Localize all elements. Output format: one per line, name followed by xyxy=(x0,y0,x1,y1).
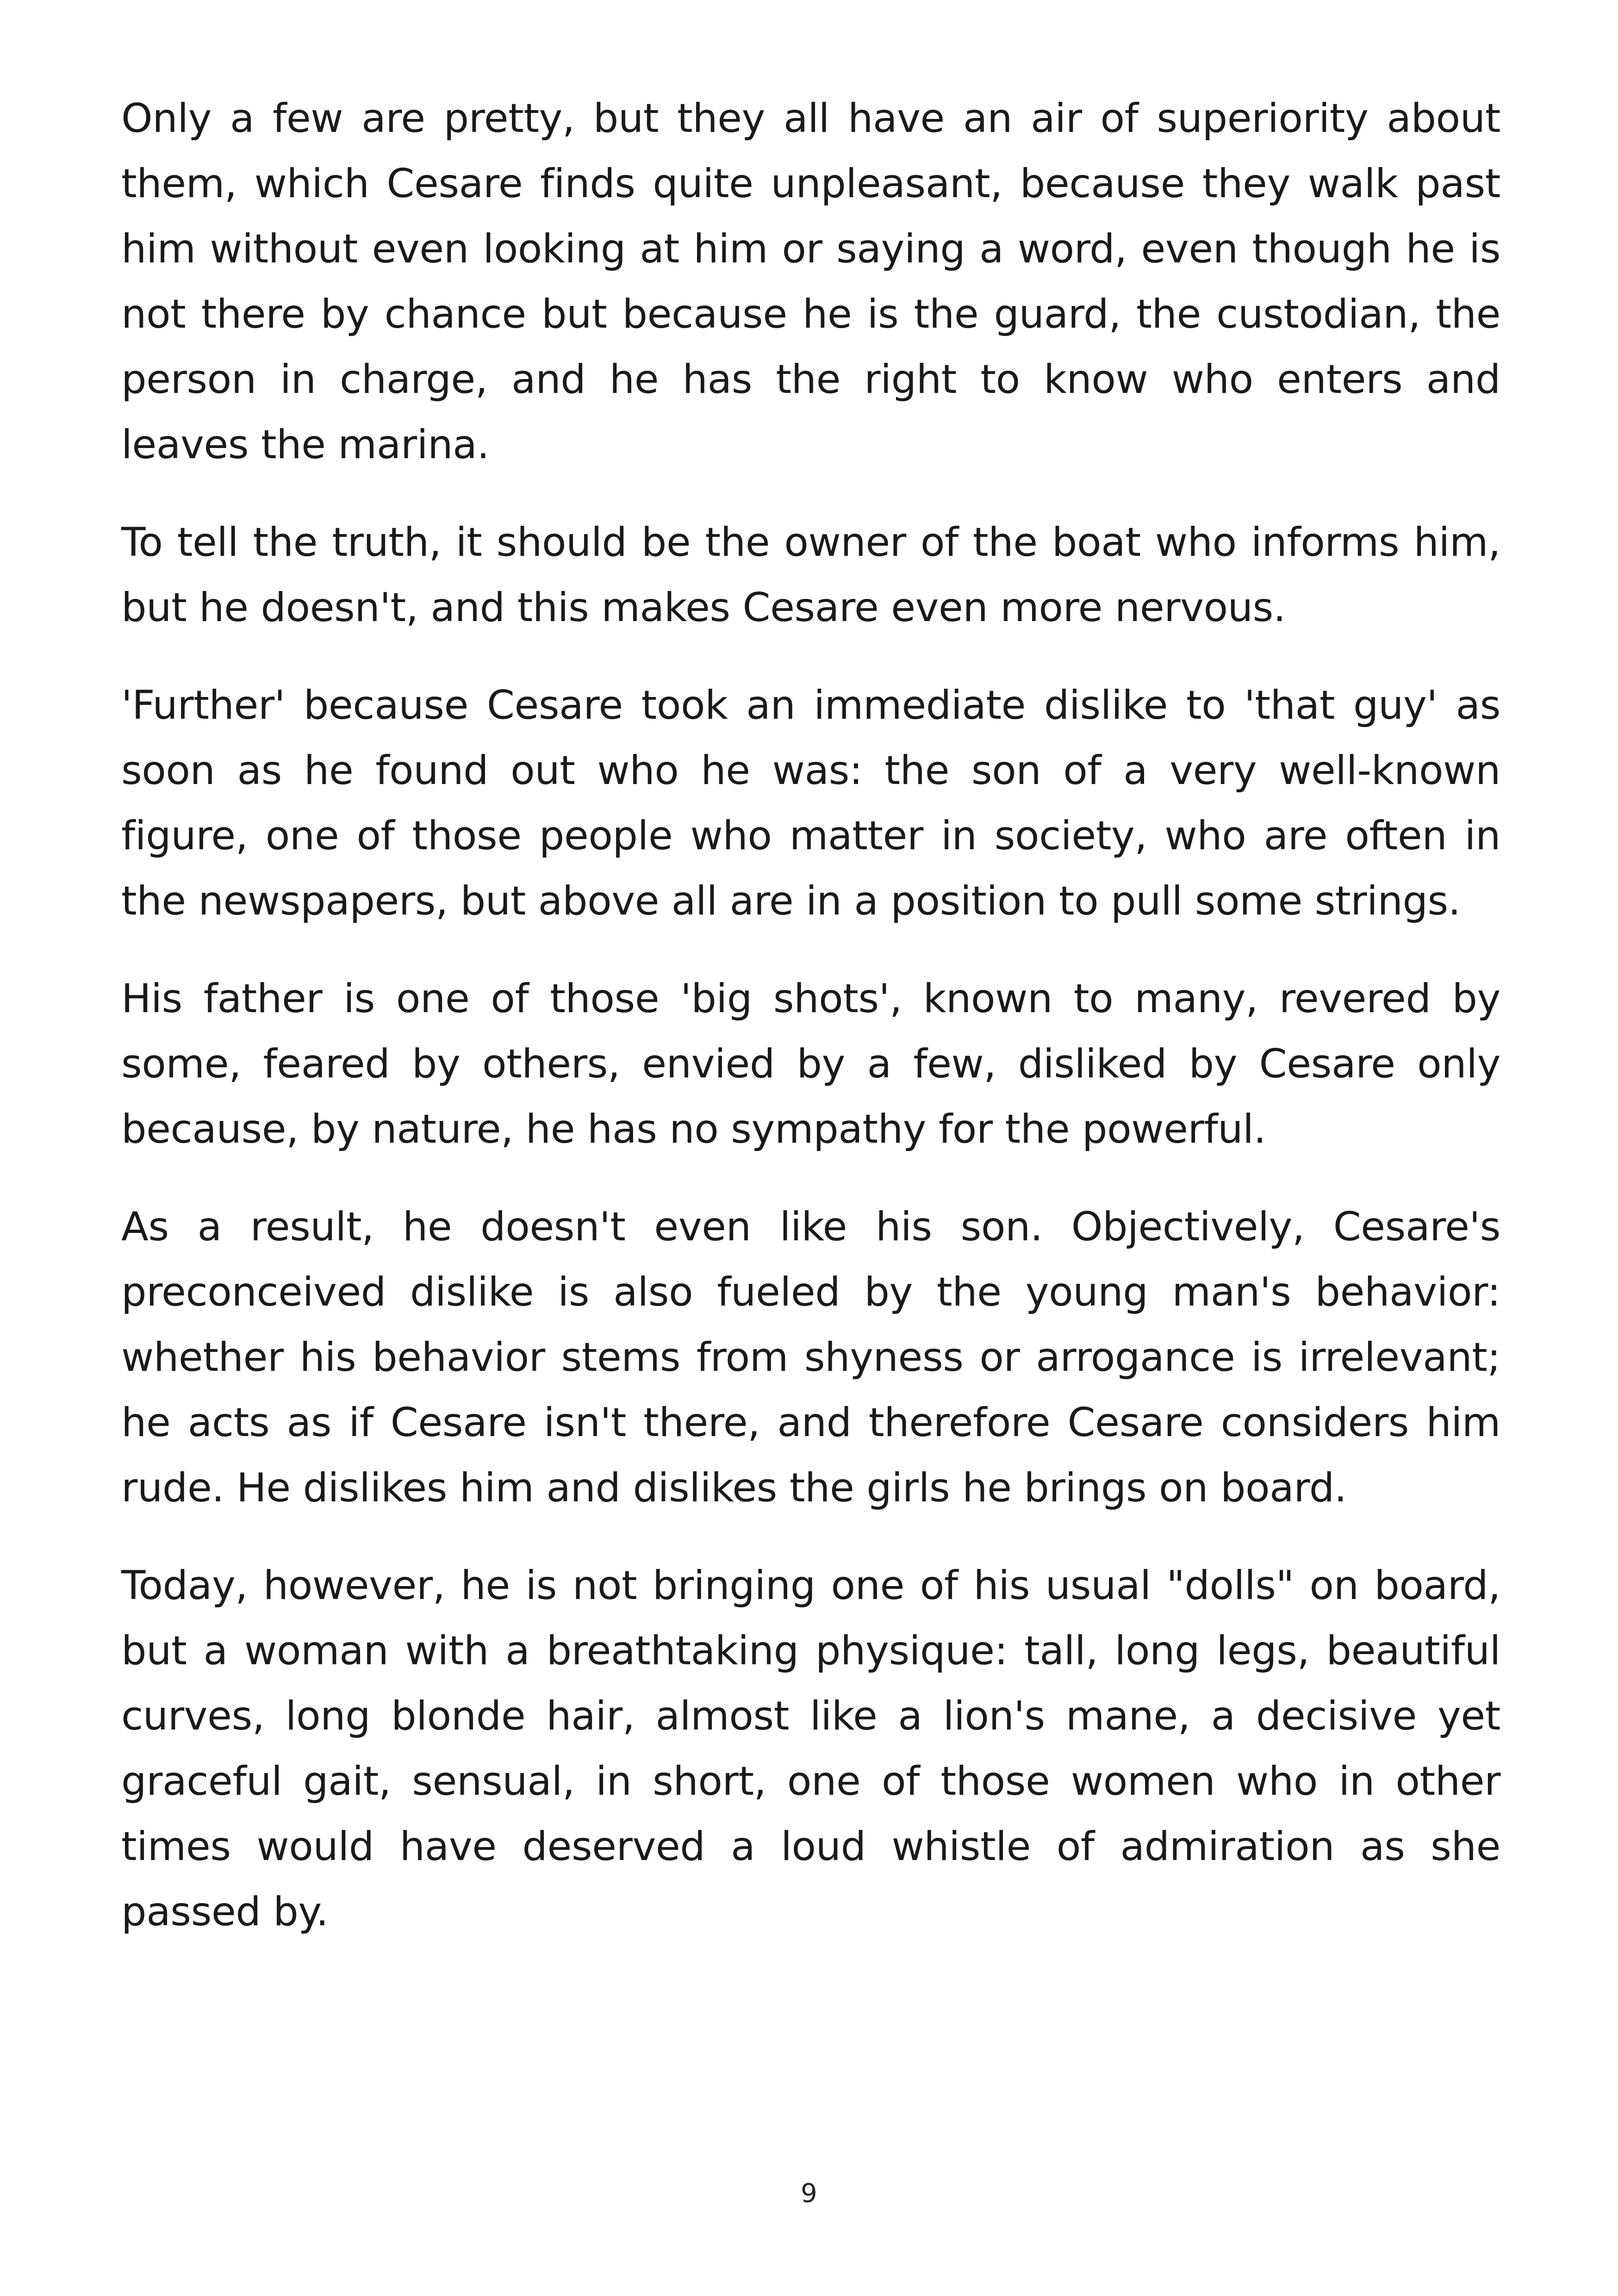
paragraph-6: Today, however, he is not bringing one of his usual "dolls" on board, but a woman with a breathtaking physique: tall, long legs, beautiful curves, long blonde hair, almost like a lion's mane, a decisive yet graceful gait, sensual, in short, one of those women who in other times would have deserved a loud whistle of admiration as she passed by. xyxy=(121,1562,1500,1935)
body-text xyxy=(121,86,1500,1977)
paragraph-1: Only a few are pretty, but they all have an air of superiority about them, which Cesare finds quite unpleasant, because they walk past him without even looking at him or saying a word, even though he is not there by chance but because he is the guard, the custodian, the person in charge, and he has the right to know who enters and leaves the marina. xyxy=(121,95,1500,468)
paragraph-3: 'Further' because Cesare took an immediate dislike to 'that guy' as soon as he found out who he was: the son of a very well-known figure, one of those people who matter in society, who are often in the newspapers, but above all are in a position to pull some strings. xyxy=(121,682,1500,924)
paragraph-5: As a result, he doesn't even like his son. Objectively, Cesare's preconceived dislike is also fueled by the young man's behavior: whether his behavior stems from shyness or arrogance is irrelevant; he acts as if Cesare isn't there, and therefore Cesare considers him rude. He dislikes him and dislikes the girls he brings on board. xyxy=(121,1204,1500,1511)
paragraph-2: To tell the truth, it should be the owner of the boat who informs him, but he doesn't, and this makes Cesare even more nervous. xyxy=(121,519,1500,631)
paragraph-4: His father is one of those 'big shots', known to many, revered by some, feared by others, envied by a few, disliked by Cesare only because, by nature, he has no sympathy for the powerful. xyxy=(121,976,1500,1152)
page-number: 9 xyxy=(801,2178,817,2209)
